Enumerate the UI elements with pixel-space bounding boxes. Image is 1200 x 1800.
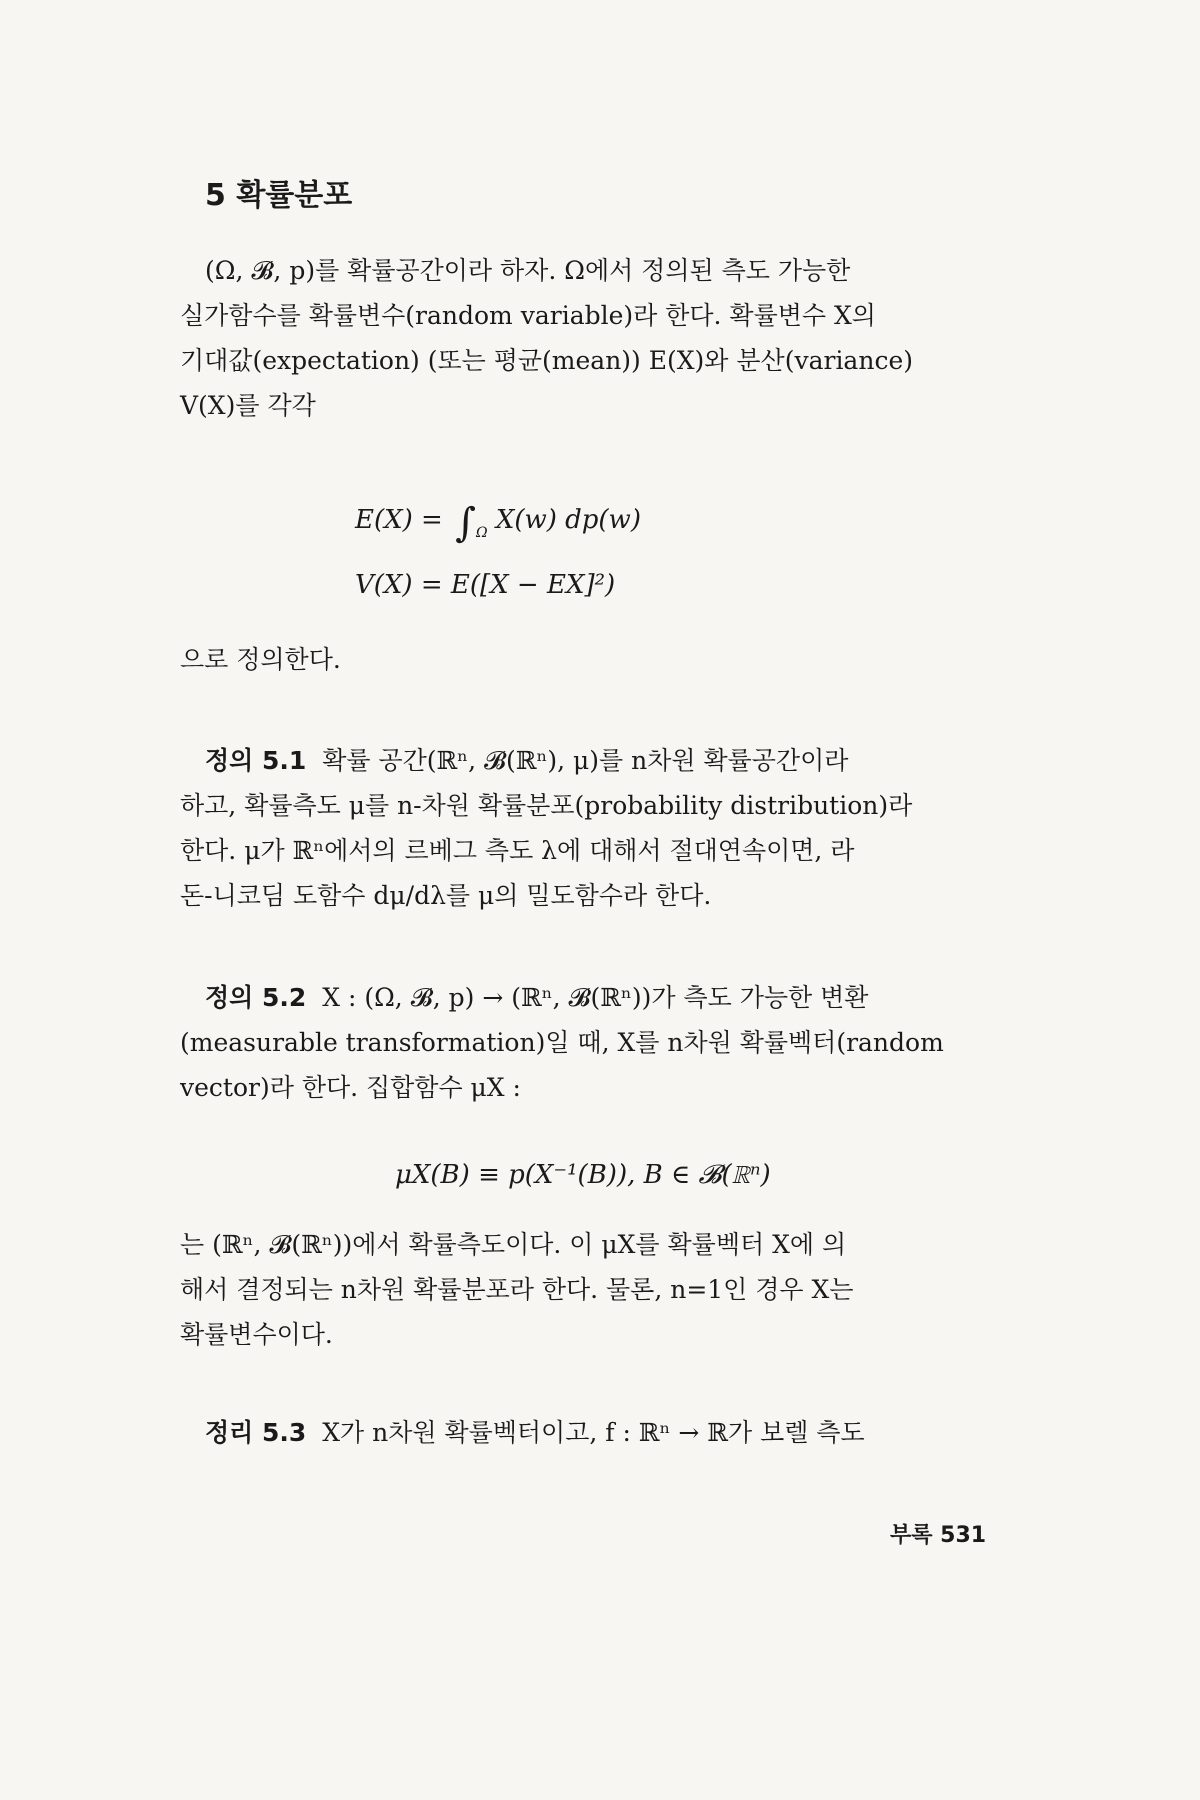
page-footer: 부록 531: [890, 1523, 987, 1548]
distribution-formula: μX(B) ≡ p(X⁻¹(B)), B ∈ 𝓑(ℝⁿ): [395, 1160, 771, 1190]
variance-formula: V(X) = E([X − EX]²): [355, 570, 616, 600]
definition-line: [180, 975, 1030, 1020]
theorem-text: X가 n차원 확률벡터이고, f : ℝⁿ → ℝ가 보렐 측도: [322, 1418, 865, 1447]
integral-subscript: Ω: [475, 525, 488, 541]
section-title: 5 확률분포: [205, 178, 353, 213]
definition-line: 해서 결정되는 n차원 확률분포라 한다. 물론, n=1인 경우 X는: [180, 1275, 854, 1304]
definition-text: 확률 공간(ℝⁿ, 𝓑(ℝⁿ), μ)를 n차원 확률공간이라: [322, 746, 849, 775]
intro-end-line: 으로 정의한다.: [180, 645, 341, 674]
intro-end: [180, 637, 1030, 682]
expectation-lhs: E(X) =: [355, 505, 452, 535]
theorem-label: 정리 5.3: [205, 1418, 307, 1447]
intro-paragraph: [180, 248, 1030, 428]
definition-5-2: [180, 975, 1030, 1110]
expectation-rhs: X(w) dp(w): [495, 505, 641, 535]
intro-line: 실가함수를 확률변수(random variable)라 한다. 확률변수 X의: [180, 301, 876, 330]
theorem-line: [180, 1410, 1030, 1455]
definition-line: 한다. μ가 ℝⁿ에서의 르베그 측도 λ에 대해서 절대연속이면, 라: [180, 836, 855, 865]
definition-line: 돈-니코딤 도함수 dμ/dλ를 μ의 밀도함수라 한다.: [180, 881, 712, 910]
definition-line: (measurable transformation)일 때, X를 n차원 확률벡터(random: [180, 1028, 944, 1057]
intro-line: (Ω, 𝓑, p)를 확률공간이라 하자. Ω에서 정의된 측도 가능한: [205, 256, 851, 285]
definition-5-2-continued: [180, 1222, 1030, 1357]
definition-5-1: [180, 738, 1030, 918]
integral-symbol: ∫: [455, 500, 476, 546]
definition-line: 하고, 확률측도 μ를 n-차원 확률분포(probability distribution)라: [180, 791, 913, 820]
definition-line: 는 (ℝⁿ, 𝓑(ℝⁿ))에서 확률측도이다. 이 μX를 확률벡터 X에 의: [180, 1230, 847, 1259]
definition-line: vector)라 한다. 집합함수 μX :: [180, 1073, 521, 1102]
definition-line: [180, 738, 1030, 783]
definition-label: 정의 5.2: [205, 983, 307, 1012]
intro-line: 기대값(expectation) (또는 평균(mean)) E(X)와 분산(variance): [180, 346, 913, 375]
definition-label: 정의 5.1: [205, 746, 307, 775]
definition-line: 확률변수이다.: [180, 1320, 333, 1349]
definition-text: X : (Ω, 𝓑, p) → (ℝⁿ, 𝓑(ℝⁿ))가 측도 가능한 변환: [322, 983, 869, 1012]
expectation-formula: [355, 500, 641, 546]
intro-line: V(X)를 각각: [180, 391, 316, 420]
theorem-5-3: [180, 1410, 1030, 1455]
